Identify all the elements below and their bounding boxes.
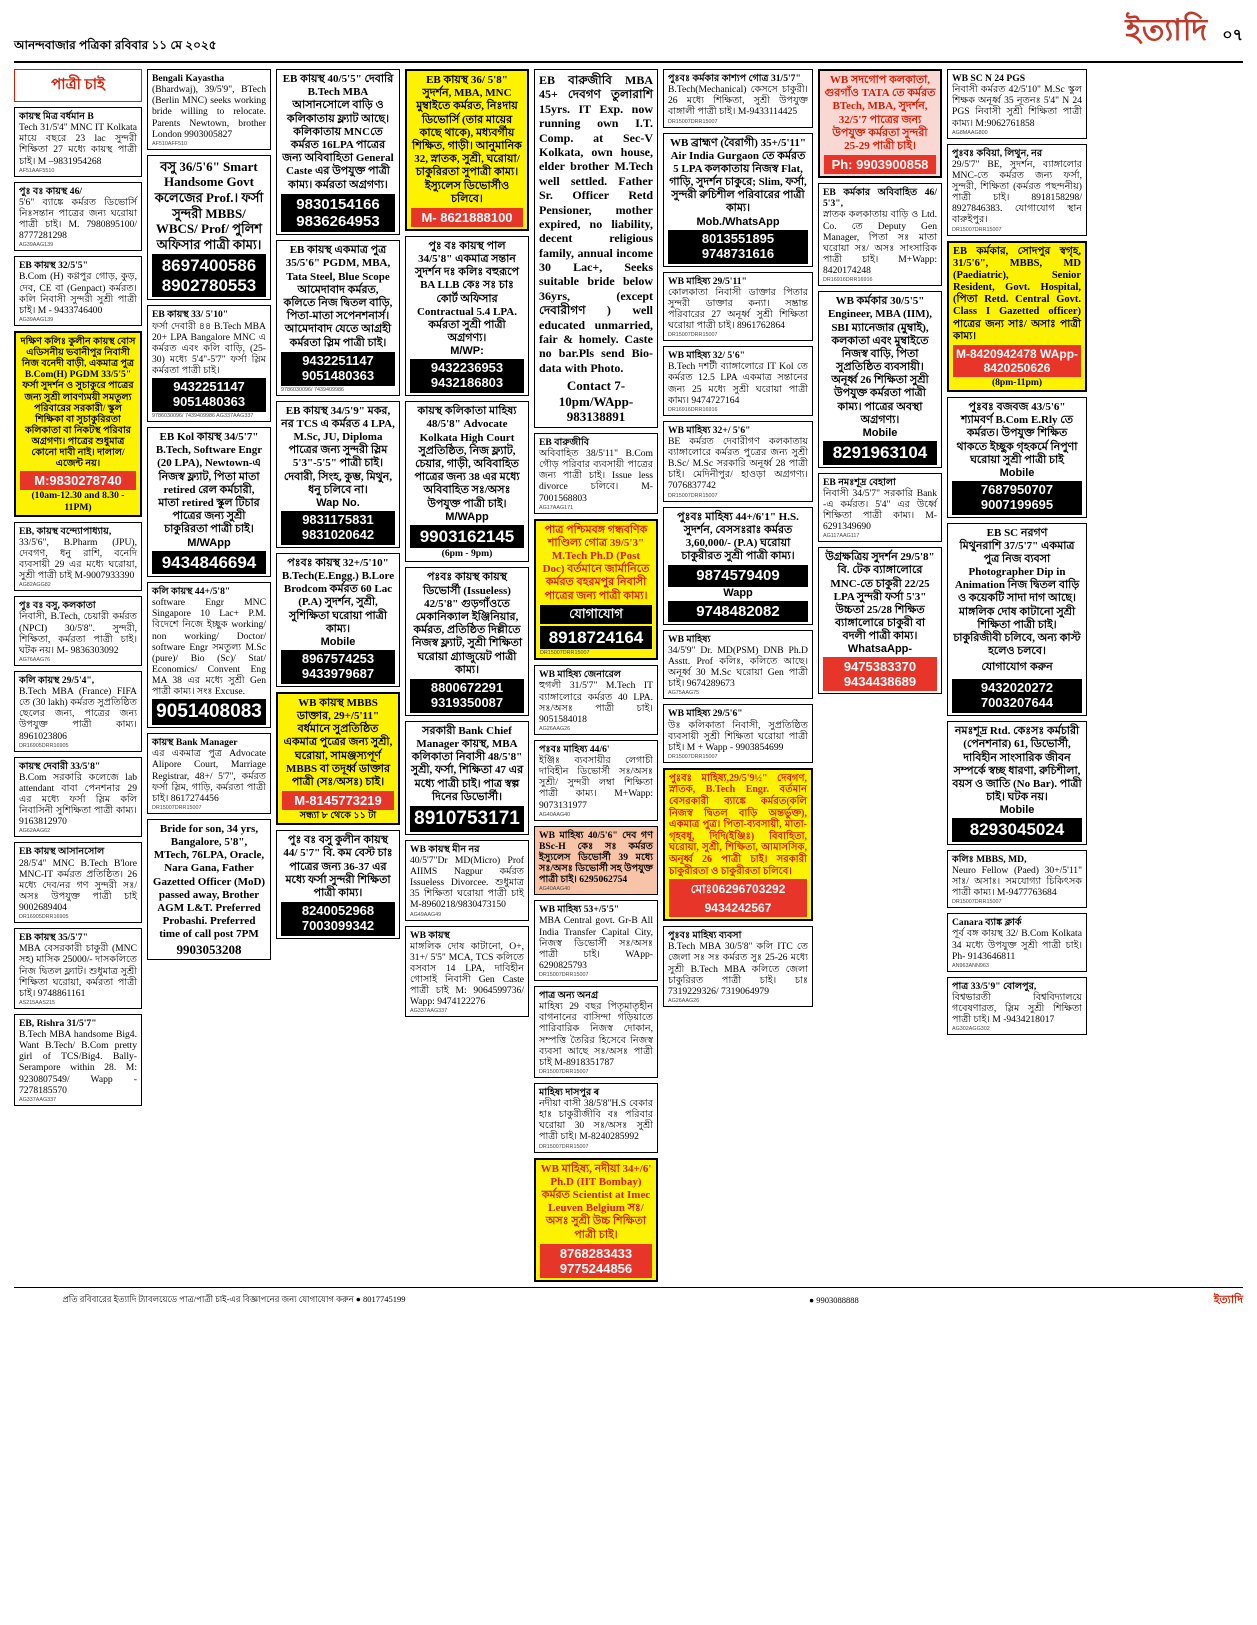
column-7 [818, 69, 942, 694]
ad-phone[interactable]: 8768283433 9775244856 [540, 1244, 652, 1278]
ad-body: B.Tech(Mechanical) কেসসে চাকুরী। 26 মধ্যে শিক্ষিতা, সুশ্রী উপযুক্ত বাঙ্গালী পাত্রী চাই। M-9433114425 [668, 84, 808, 118]
ad-code: AG337AAG337 [410, 1008, 448, 1015]
ad-phone-label: Mobile [999, 466, 1035, 479]
classified-ad-display [276, 69, 400, 235]
ad-body: পঃবঃ কায়স্থ 32+/5'10" B.Tech(E.Engg.) B.Lore Brodcom কর্মরত 60 Lac (P.A) সুদর্শন, সুশ্রী, সুশিক্ষিতা ঘরোয়া পাত্রী কাম্য। [281, 556, 395, 635]
classified-ad-highlight [14, 331, 142, 517]
masthead-date: আনন্দবাজার পত্রিকা রবিবার ১১ মে ২০২৫ [14, 38, 217, 52]
ad-phone[interactable]: M-8420942478 WApp-8420250626 [953, 345, 1081, 377]
classified-ad [534, 1083, 658, 1153]
ad-body: EB কর্মকার, সোদপুর স্বগৃহ, 31/5'6", MBBS, MD (Paediatric), Senior Resident, Govt. Hospital, (পিতা Retd. Central Govt. Class I Gazetted officer) পাত্রের জন্য সাঃ/ অসাঃ পাত্রী কাম্য। [953, 245, 1081, 342]
classified-ad [534, 986, 658, 1078]
ad-heading: পুঃবঃ কবিয়া, লিথুন, নর [952, 147, 1043, 159]
ad-heading: কায়স্থ মিত্র বর্ধমান B [19, 111, 94, 122]
ad-body: EB বারুজীবি MBA 45+ দেবগণ তুলারাশি 15yrs. IT Exp. now running own I.T. Comp. at Sec-V Kolkata, own house, elder brother M.Tech well settled. Father Sr. Officer Retd Pensioner, mother expired, no liability, decent religious family, annual income 30 Lac+, Seeks suitable bride below 36yrs, (except দেবারীগণ ) well educated unmarried, fair & homely. Caste no bar.Pls send Bio-data with Photo. [539, 73, 653, 375]
ad-phone[interactable]: 9874579409 [668, 565, 808, 586]
column-3 [276, 69, 400, 939]
column-8 [947, 69, 1087, 1035]
ad-heading: Canara ব্যাঙ্ক ক্লার্ক [952, 917, 1022, 929]
ad-body: উঃ কলিকাতা নিবাসী, সুপ্রতিষ্ঠিত ব্যবসায়ী সুশ্রী শিক্ষিতা ঘরোয়া পাত্রী চাই। M + Wapp - 9903854699 [668, 719, 808, 753]
ad-code: DR15007DRR15007 [952, 226, 1002, 233]
classified-ad [663, 704, 813, 763]
ad-heading: Bengali Kayastha [152, 73, 225, 84]
ad-heading: EB নমঃশূদ্র বেহালা [823, 476, 896, 488]
ad-code: DR16905DRR16905 [19, 914, 69, 921]
classified-ad-display [534, 69, 658, 428]
ad-body: WB কর্মকার 30/5'5" Engineer, MBA (IIM), SBI ম্যানেজার (মুম্বাই), কলকাতা এবং মুম্বাইতে নিজস্ব বাড়ি, পিতা সুপ্রতিষ্ঠিত ব্যবসায়ী। অনূর্ধ্ব 26 শিক্ষিতা সুশ্রী উপযুক্ত কর্মরতা পাত্রী কাম্য। পাত্রের অবস্থা অগ্রগণ্য। [827, 295, 933, 426]
ad-code: DR15007DRR15007 [952, 899, 1002, 906]
classified-ad-highlight [534, 826, 658, 896]
ad-body: B.Tech MBA 30/5'8" কলি ITC তে জেলা সঃ সঃ কর্মরত সুঃ 25-26 মধ্যে সুশ্রী B.Tech MBA কলিতে জেলা চাকুরিরত পাত্রী চাই। চাঃ 7319229326/ 7319064979 [668, 941, 808, 997]
classified-ad [947, 913, 1087, 972]
ad-body: পুঃবঃ বজবজ 43/5'6" শ্যামবর্ণ B.Com E.Rly তে কর্মরত। উপযুক্ত শিক্ষিত থাকতে ইচ্ছুক গৃহকর্মে নিপুণা ঘরোয়া সুশ্রী পাত্রী চাই [956, 401, 1078, 466]
classified-ad-display [276, 240, 400, 395]
classified-ad [947, 850, 1087, 909]
ad-phone-label: Mobile [999, 804, 1035, 817]
ad-heading: EB বারুজীবি [539, 436, 590, 448]
ad-code: DR15007DRR15007 [668, 332, 718, 339]
ad-phone[interactable]: 8697400586 8902780553 [152, 254, 266, 297]
classified-ad [663, 69, 813, 128]
ad-heading: EB কায়স্থ আসানসোল [19, 846, 105, 858]
classified-ad [14, 522, 142, 592]
ad-body: মাহিষ্য 29 বছর পিতৃমাতৃহীন বাগনানের বাসিন্দা গড়িয়াতে পারিবারিক নিজস্ব দোকান, সম্পত্তি তৈরির হিসেবে নিজস্ব ব্যবসা আছে সঃ/অসঃ পাত্রী চাই M-8918351787 [539, 1001, 653, 1068]
ad-phone[interactable]: 9051408083 [152, 699, 266, 725]
classified-ad [405, 840, 529, 921]
ad-body: B.Tech MBA handsome Big4. Want B.Tech/ B.Com pretty girl of TCS/Big4. Bally-Serampore within 28. M: 9230807549/ Wapp - 7278185570 [19, 1029, 137, 1096]
ad-contact-label: যোগাযোগ [540, 605, 652, 624]
ad-code: AS215AAS215 [19, 999, 55, 1006]
ad-phone[interactable]: 9432251147 9051480363 [152, 378, 266, 412]
classified-ad-highlight [947, 241, 1087, 393]
footer-center: ● 9903088888 [808, 1295, 859, 1306]
ad-heading: EB কায়স্থ 32/5'5" [19, 260, 88, 272]
column-6 [663, 69, 813, 1007]
ad-phone-note: (6pm - 9pm) [441, 548, 493, 560]
ad-code: DR15007DRR15007 [539, 1068, 589, 1075]
ad-phone[interactable]: 8967574253 9433979687 [281, 650, 395, 684]
ad-heading: WB মাহিষ্য 29/5'11" [668, 275, 747, 287]
classified-ad [947, 69, 1087, 139]
ad-code: AG49AAG49 [410, 911, 442, 918]
classified-ad-display [663, 133, 813, 267]
ad-body: এর একমাত্র পুত্র Advocate Alipore Court, Marriage Registrar, 48+/ 5'7", কর্মরত ফর্সা স্লিম, গাড়ি, কর্মরতা পাত্রী চাই। 8617274456 [152, 748, 266, 804]
ad-heading: কলি কায়স্থ 29/5'4", [19, 674, 95, 686]
ad-heading: EB, কায়স্থ বন্দ্যোপাধ্যায়, [19, 525, 112, 537]
ad-phone[interactable]: 9831175831 9831020642 [281, 511, 395, 545]
ad-body: EB কায়স্থ 40/5'5" দেবারি B.Tech MBA আসানসোলে বাড়ি ও কলিকাতায় ফ্ল্যাট আছে। কলিকাতায় MNCতে কর্মরত 16LPA পাত্রের জন্য অবিবাহিতা General Caste এর উপযুক্ত পাত্রী কাম্য। কর্মরতা অগ্রগণ্য। [282, 73, 394, 191]
ad-code: AG8MAAG800 [952, 129, 988, 136]
ad-body: নমঃশূদ্র Rtd. কেঃসঃ কর্মচারী (পেনশনার) 61, ডিভোর্সী, দাবিহীন সাংসারিক জীবন সম্পর্কে স্বচ্ছ ধারণা, রুচিশীলা, বয়স ও জাতি (No Bar). পাত্রী চাই। ঘটক নয়। [952, 725, 1082, 804]
ad-phone-label: M/WApp [187, 536, 231, 549]
ad-code: AG82AGG82 [19, 582, 51, 589]
column-1 [14, 69, 142, 1106]
masthead-brand: ইত্যাদি [1125, 14, 1209, 47]
ad-heading: পুঃবঃ কর্মকার কাশ্যপ গোত্র 31/5'7" [668, 73, 801, 84]
ad-heading: কলি কায়স্থ 44+/5'8" [152, 586, 231, 598]
ad-body: 33/5'6", B.Pharm (JPU), দেবগণ, ধনু রাশি, বনেদি ব্যবসায়ী 29 এর মধ্যে ঘরোয়া, সুশ্রী পাত্রী চাই M-9007933390 [19, 536, 137, 582]
ad-body: ইঞ্জিঃ ব্যবসায়ীর লেগাচী দাবিহীন ডিভোর্সী সঃ/অসঃ সুশ্রী/ সুন্দরী লম্বা শিক্ষিতা পাত্রী কাম্য। M+Wapp: 9073131977 [539, 755, 653, 811]
ad-code: DR16916DRR16916 [823, 277, 873, 284]
classified-ad [14, 842, 142, 923]
classified-ad-display [947, 721, 1087, 845]
ad-phone-label: Wap No. [316, 496, 360, 509]
ad-body: WB মাহিষ্য, নদীয়া 34+/6' Ph.D (IIT Bombay) কর্মরত Scientist at Imec Leuven Belgium সঃ/অসঃ সুশ্রী উচ্চ শিক্ষিতা পাত্রী চাই। [540, 1162, 652, 1241]
ad-heading: কায়স্থ দেবারী 33/5'8" [19, 760, 101, 772]
ad-heading: WB মাহিষ্য [668, 633, 711, 645]
ad-code: DR15007DRR15007 [668, 753, 718, 760]
ad-phone[interactable]: 9432020272 7003207644 [952, 679, 1082, 713]
ad-phone-label: Mob./WhatsApp [696, 215, 780, 228]
ad-phone[interactable]: M- 8621888100 [411, 208, 523, 227]
page-number: ০৭ [1222, 27, 1243, 44]
classified-ad [405, 926, 529, 1018]
classified-ad-display [405, 567, 529, 715]
ad-phone-note: সন্ধ্যা ৮ থেকে ১১ টা [299, 810, 377, 822]
ad-body: পূর্ব বঙ্গ কায়স্থ 32/ B.Com Kolkata 34 মধ্যে উপযুক্ত সুশ্রী পাত্রী চাই। Ph- 9143646811 [952, 928, 1082, 962]
ad-body: EB কায়স্থ 34/5'9" মকর, নর TCS এ কর্মরত 4 LPA, M.Sc, JU, Diploma পাত্রের জন্য সুন্দরী স্লিম 5'3"-5'5" পাত্রী চাই। দেবারী, সিংহ, কুম্ভ, মিথুন, ধনু চলিবে না। [281, 404, 395, 496]
column-4 [405, 69, 529, 1017]
ad-code: 9786030096/ 7439409986 AG337AAG337 [152, 413, 254, 420]
classified-ad-display [405, 721, 529, 835]
ad-body: EB কায়স্থ একমাত্র পুত্র 35/5'6" PGDM, MBA, Tata Steel, Blue Scope আমেদাবাদ কর্মরত, কলিতে নিজ দ্বিতল বাড়ি, পিতা-মাতা সপেনশনার্স। আমেদাবাদ যেতে আগ্রহী কর্মরতা স্লিম পাত্রী চাই। [283, 244, 393, 349]
ad-body: 34/5'9" Dr. MD(PSM) DNB Ph.D Asstt. Prof কলিঃ, কলিতে আছে। অনূর্ধ্ব 30 M.Sc ঘরোয়া Gen পাত্রী চাই। 9674289673 [668, 644, 808, 690]
classified-ad [147, 305, 271, 422]
ad-body: EB Kol কায়স্থ 34/5'7" B.Tech, Software Engr (20 LPA), Newtown-এ নিজস্ব ফ্ল্যাট, পিতা মাতা retired রেল কর্মচারী, মাতা retired স্কুল টিচার পাত্রের জন্য সুশ্রী চাকুরিরতা পাত্রী চাই। [155, 431, 263, 536]
classified-ad [947, 144, 1087, 236]
classified-ad [14, 256, 142, 326]
ad-code: DR16905DRR16905 [19, 742, 69, 749]
ad-heading: WB মাহিষ্য জেনারেল [539, 669, 622, 681]
ad-phone[interactable]: মোঃ06296703292 9434242567 [669, 879, 807, 917]
ad-code: DR15007DRR15007 [539, 1143, 589, 1150]
ad-code: DR15007DRR15007 [152, 804, 202, 811]
ad-heading: পাত্র অন্য অনগ্র [539, 990, 599, 1002]
ad-phone[interactable]: 8291963104 [823, 441, 937, 465]
column-5 [534, 69, 658, 1282]
ad-body: Bride for son, 34 yrs, Bangalore, 5'8", MTech, 76LPA, Oracle, Nara Gana, Father Gazetted Officer (MoD) passed away, Brother AGM L&T. Preferred Probashi. Preferred time of call post 7PM [152, 822, 266, 941]
ad-heading: পুঃ বঃ কায়স্থ 46/ [19, 185, 83, 197]
ad-code: AG26AAG26 [668, 997, 700, 1004]
classified-ad-display [147, 819, 271, 960]
classified-ad [663, 346, 813, 416]
ad-body: উগ্রক্ষত্রিয় সুদর্শন 29/5'8" বি. টেক ব্যাঙ্গালোরে MNC-তে চাকুরী 22/25 LPA সুন্দরী ফর্সা 5'3" উচ্চতা 25/28 শিক্ষিত ব্যাঙ্গালোরে চাকুরী বা বদলী পাত্রী কাম্য। [825, 551, 935, 643]
ad-heading: WB মাহিষ্য 32+/ 5'6" [668, 424, 751, 436]
ad-body: Tech 31/5'4" MNC IT Kolkata মায়ে বছরে 23 lac সুন্দরী শিক্ষিতা 27 মধ্যে কায়স্থ পাত্রী চাই। M –9831954268 [19, 122, 137, 167]
footer-note: প্রতি রবিবারের ইত্যাদি ট্যাবলয়েডে পাত্র/পাত্রী চাই-এর বিজ্ঞাপনের জন্য যোগাযোগ করুন ● 8017745199 [62, 1294, 406, 1305]
ad-body: B.Com সরকারি কলেজে lab attendant বাবা পেনশনার 29 এর মধ্যে ফর্সা স্লিম কলি নিবাসিনী সুশিক্ষিতা পাত্রী কাম্য। 9163812970 [19, 771, 137, 828]
ad-heading: WB মাহিষ্য 29/5'6" [668, 708, 743, 720]
ad-body: নিবাসী, B.Tech, চেয়ারী কর্মরত (NPCI) 30/5'8". সুন্দরী, শিক্ষিতা, কর্মরতা পাত্রী চাই। ঘটক নয়। M- 9836303092 [19, 611, 137, 656]
ad-heading: WB মাহিষ্য 32/ 5'6" [668, 350, 745, 362]
ad-body: নিবাসী কর্মরত 42/5'10" M.Sc স্কুল শিক্ষক অনূর্ধ্ব 35 নূতনঃ 5'4" N 24 PGS নিবাসী সুশ্রী শিক্ষিতা পাত্রী কাম্য। M:9062761858 [952, 84, 1082, 129]
ad-phone-label: Mobile [320, 635, 356, 648]
ad-body: 40/5'7"Dr MD(Micro) Prof AIIMS Nagpur কর্মরত Issueless Divorcee. শুধুমাত্র 35 শিক্ষিতা ঘরোয়া পাত্রী চাই M-8960218/9830473150 [410, 854, 524, 911]
ad-phone-label: Mobile [862, 427, 898, 439]
classified-ad-display [947, 523, 1087, 716]
ad-body: EB কায়স্থ 36/ 5'8" সুদর্শন, MBA, MNC মুম্বাইতে কর্মরত, নিঃদায় ডিভোর্সি (তার মায়ের কাছে থাকে), মধ্যবর্গীয় শিক্ষিত, গাড়ী। আনুমানিক 32, স্নাতক, সুশ্রী, ঘরোয়া/ চাকুরিরতা সুপাত্রী কাম্য। ইস্যুলেস ডিভোর্সীও চলিবে। [412, 74, 522, 205]
classified-ad [663, 272, 813, 342]
ad-phone[interactable]: 9830154166 9836264953 [281, 194, 395, 233]
ad-phone-2[interactable]: 9748482082 [668, 601, 808, 622]
classified-ad [534, 433, 658, 514]
ad-body: B.Tech দশটী ব্যাঙ্গালোরে IT Kol তে কর্মরত 12.5 LPA একমাত্র সন্তানের জন্য 25 মধ্যে সুশ্রী ঘরোয়া পাত্রী কাম্য। 9474727164 [668, 361, 808, 406]
ad-phone-label: M/WP: [450, 345, 484, 358]
ad-code: 9786030096/ 7439409986 [281, 386, 344, 393]
ad-body: WB মাহিষ্য 40/5'6" দেব গণ BSc-H কেঃ সঃ কর্মরত ইস্যুলেস ডিভোর্সী 39 মধ্যে সঃ/অসঃ ডিভোর্সী সহ উপযুক্ত পাত্রী চাই। 6295062754 [539, 829, 653, 886]
ad-code: AG117AAG117 [823, 533, 860, 540]
ad-body: 28/5'4" MNC B.Tech B'lore MNC-IT কর্মরত প্রতিষ্ঠিত। 26 মধ্যে দেব/নর গণ সুন্দরী সঃ/অসঃ উপযুক্ত পাত্রী চাই 9002689404 [19, 857, 137, 913]
ad-code: AG40AAG40 [539, 886, 571, 893]
ad-body: স্নাতক কলকাতায় বাড়ি ও Ltd. Co. তে Deputy Gen Manager, পিতা সঃ মাতা ঘরোয়া সঃ/ অসঃ সাংসারিক পাত্রী চাই। M+Wapp: 8420174248 [823, 209, 937, 276]
ad-contact[interactable]: Contact 7-10pm/WApp-983138891 [558, 378, 634, 425]
classified-ad [14, 1014, 142, 1106]
ad-code: AG75AAG75 [668, 690, 700, 697]
classified-ad-display [276, 401, 400, 548]
masthead [14, 6, 1243, 63]
ad-body: পুঃ বঃ বসু কুলীন কায়স্থ 44/ 5'7" বি. কম বেস্ট চাঃ পাত্রের জন্য 36-37 এর মধ্যে ফর্সা সুন্দরী শিক্ষিতা পাত্রী কাম্য। [283, 834, 393, 899]
ad-phone[interactable]: 8240052968 7003099342 [281, 902, 395, 936]
ad-body: Neuro Fellow (Paed) 30+/5'11" সাঃ/ অসাঃ। সমযোগ্যা চিকিৎসক পাত্রী কাম্য। M-9477763684 [952, 864, 1082, 899]
ad-code: DR15007DRR15007 [668, 492, 718, 499]
ad-body: মাঙ্গলিক দোষ কাটানো, O+, 31+/ 5'5" MCA, TCS কলিতে বসবাস 14 LPA, দাবিহীন গোসাই নিবাসী Gen Caste পাত্রী চাই M: 9064599736/ Wapp: 9474122276 [410, 940, 524, 1008]
classified-ad [14, 757, 142, 838]
classified-ad [14, 107, 142, 177]
classified-ad-display [276, 830, 400, 939]
ad-body: কোলকাতা নিবাসী ডাক্তার পিতার সুন্দরী ডাক্তার কন্যা। সম্ভ্রান্ত পরিবারের 27 অনূর্ধ্ব সুশ্রী শিক্ষিতা ঘরোয়া পাত্রী চাই। 8961762864 [668, 286, 808, 331]
ad-phone[interactable]: 9432236953 9432186803 [410, 359, 524, 393]
ad-body: সরকারী Bank Chief Manager কায়স্থ, MBA কলিকাতা নিবাসী 48/5'8" সুশ্রী, ফর্সা, শিক্ষিতা 47 এর মধ্যে পাত্রী চাই। পাত্র স্বল্প দিনের ডিভোর্সী। [410, 724, 524, 803]
classified-ad-highlight [534, 519, 658, 661]
ad-phone[interactable]: 8910753171 [410, 806, 524, 832]
ad-phone[interactable]: 9475383370 9434438689 [823, 657, 937, 691]
classified-ad-display [276, 553, 400, 687]
ad-heading: মাহিষ্য দাসপুর ৰ [539, 1086, 600, 1098]
classified-ad [818, 473, 942, 543]
ad-code: AG26AAG26 [539, 725, 571, 732]
classified-ad-highlight [405, 69, 529, 231]
classified-ad-highlight [534, 1158, 658, 1282]
classified-columns [14, 69, 1243, 1282]
ad-heading: পঃবঃ মাহিষ্য 44/6' [539, 743, 610, 755]
ad-body: পুঃ বঃ কায়স্থ পাল 34/5'8" একমাত্র সন্তান সুদর্শন দঃ কলিঃ বহুরূপে BA LLB কেঃ সঃ চাঃ কোর্ট অফিসার Contractual 5.4 LPA. কর্মরতা সুশ্রী পাত্রী অগ্রগণ্য। [415, 239, 519, 345]
ad-code: AF510AFF510 [152, 140, 188, 147]
ad-phone[interactable]: 8013551895 9748731616 [668, 230, 808, 264]
ad-phone[interactable]: 9434846694 [152, 551, 266, 575]
ad-code: DR15007DRR15007 [540, 650, 590, 657]
ad-code: AG39AAG139 [19, 242, 54, 249]
classified-ad-display [947, 397, 1087, 518]
classified-ad [534, 665, 658, 735]
ad-body: পুঃবঃ মাহিষ্য 44+/6'1" H.S. সুদর্শন, বেসসঃরাঃ কর্মরত 3,60,000/- (P.A) ঘরোয়া চাকুরীরত সুশ্রী পাত্রী কাম্য। [677, 510, 799, 563]
classified-ad [534, 900, 658, 981]
ad-heading: EB, Rishra 31/5'7" [19, 1017, 97, 1029]
ad-code: DR16916DRR16916 [668, 406, 718, 413]
ad-phone[interactable]: 9432251147 9051480363 [281, 352, 395, 386]
ad-body: হুগলী 31/5'7" M.Tech IT ব্যাঙ্গালোরে কর্মরত 40 LPA. সঃ/অসঃ পাত্রী চাই। 9051584018 [539, 680, 653, 725]
ad-code: AN963ANN963 [952, 962, 989, 969]
ad-body: পাত্র পশ্চিমবঙ্গ গন্ধবণিক শাণ্ডিল্য গোত্র 39/5'3" M.Tech Ph.D (Post Doc) বর্তমানে জার্মানিতে কর্মরত বহরমপুর নিবাসী পাত্রের জন্য পাত্রী কাম্য। [542, 523, 650, 602]
ad-code: AG40AAG40 [539, 811, 571, 818]
ad-heading: পুঃ বঃ বসু, কলকাতা [19, 600, 96, 612]
ad-phone[interactable]: 8293045024 [952, 818, 1082, 842]
classified-ad [14, 596, 142, 666]
ad-phone[interactable]: Ph: 9903900858 [824, 155, 936, 174]
ad-heading: WB কায়স্থ মীন নর [410, 843, 480, 855]
ad-body: পুঃবঃ মাহিষ্য,29/5'9½" দেবগণ, স্নাতক, B.Tech Engr. বর্তমান বেসরকারী ব্যাঙ্কে কর্মরত(কলি নিজস্ব দ্বিতল বাড়ি অন্তর্ভুক্ত), একমাত্র পুত্র। পিতা-ব্যবসায়ী, মাতা-গৃহবধূ, দিদি(ইঞ্জিঃ) বিবাহিতা, ঘরোয়া, সুশ্রী, শিক্ষিতা, আমাসসিক, অনূর্ধ্ব 26 পাত্রী চাই। সরকারী চাকুরীরতা ও চাকুরীরতা চলিবে। [669, 772, 807, 877]
classified-ad-highlight [276, 692, 400, 825]
ad-phone[interactable]: 8800672291 9319350087 [410, 679, 524, 713]
ad-code: AG76AAG76 [19, 656, 51, 663]
ad-heading: WB কায়স্থ [410, 929, 450, 941]
ad-code: AF51AAF5510 [19, 167, 55, 174]
ad-phone-note: (8pm-11pm) [991, 376, 1043, 388]
page-footer [14, 1287, 1243, 1310]
classified-ad-display [405, 401, 529, 562]
ad-phone[interactable]: 9903053208 [176, 941, 242, 957]
ad-heading: পুঃবঃ মাহিষ্য ব্যবসা [668, 930, 742, 942]
ad-body: নিবাসী 34/5'7" সরকারি Bank -এ কর্মরত। 5'4" এর উর্ধ্বে শিক্ষিতা পাত্রী কাম্য। M- 6291349690 [823, 487, 937, 533]
ad-heading: WB SC N 24 PGS [952, 73, 1026, 84]
classified-ad-display [818, 291, 942, 467]
classified-ad [947, 977, 1087, 1036]
ad-contact-label: যোগাযোগ করুন [981, 661, 1053, 674]
classified-ad-display [405, 236, 529, 396]
ad-heading: EB কায়স্থ 35/5'7" [19, 932, 88, 944]
classified-ad-display [663, 507, 813, 625]
ad-body: 5'6" ব্যাঙ্কে কর্মরত ডিভোর্সি নিঃসন্তান পাত্রের জন্য ঘরোয়া পাত্রী চাই। M. 7980895100/ 8777281298 [19, 196, 137, 242]
classified-ad [663, 421, 813, 502]
ad-code: AG39AAG139 [19, 316, 54, 323]
ad-body: বিশ্বভারতী বিশ্ববিদ্যালয়ে গবেষণারত, স্লিম সুশ্রী শিক্ষিতা পাত্রী চাই। M -9434218017 [952, 991, 1082, 1026]
classified-ad [14, 928, 142, 1009]
footer-brand: ইত্যাদি [1213, 1293, 1243, 1306]
classified-ad-display [818, 547, 942, 694]
column-2 [147, 69, 271, 960]
classified-ad [818, 183, 942, 286]
ad-phone-label: M/WApp [445, 510, 489, 523]
ad-body: মিথুনরাশি 37/5'7" একমাত্র পুত্র নিজ ব্যবসা Photographer Dip in Animation নিজ দ্বিতল বাড়ি ও কয়েকটি সাদা দাগ আছে। মাঙ্গলিক দোষ কাটানো সুশ্রী শিক্ষিতা পাত্রী চাই। চাকুরিজীবী চলিবে, অন্য কাস্ট হলেও চলবে। [953, 539, 1081, 658]
classified-ad [147, 69, 271, 150]
ad-body: বসু 36/5'6" Smart Handsome Govt কলেজের Prof.। ফর্সা সুন্দরী MBBS/ WBCS/ Prof/ পুলিশ অফিসার পাত্রী কাম্য। [154, 158, 264, 252]
ad-code: AG337AAG337 [19, 1096, 57, 1103]
ad-body: MBA Central govt. Gr-B All India Transfer Capital City, নিজস্ব ডিভোর্সী সঃ/অসঃ পাত্রী চাই। WApp-6290825793 [539, 915, 653, 971]
ad-heading: EB কর্মকার অবিবাহিত 46/ 5'3", [823, 187, 937, 210]
ad-heading: EB কায়স্থ 33/ 5'10" [152, 309, 229, 321]
ad-body: কায়স্থ কলিকাতা মাহিষ্য 48/5'8" Advocate Kolkata High Court সুপ্রতিষ্ঠিত, নিজ ফ্ল্যাট, চেয়ার, গাড়ী, অবিবাহিত পাত্রের জন্য 38 এর মধ্যে অবিবাহিত সঃ/অসঃ উপযুক্ত পাত্রী চাই। [414, 405, 520, 510]
ad-code: AG62AAG62 [19, 828, 51, 835]
ad-code: AG17AAG171 [539, 504, 574, 511]
classified-ad-highlight [663, 768, 813, 921]
ad-heading: কায়স্থ Bank Manager [152, 737, 238, 749]
classified-ad-highlight [818, 69, 942, 178]
ad-body: (Bhardwaj), 39/5'9", BTech (Berlin MNC) seeks working bride willing to relocate. Parents Newtown, brother London 9903005827 [152, 84, 266, 140]
classified-ad [147, 733, 271, 814]
ad-body: ফর্সা দেবারী ৪৪ B.Tech MBA 20+ LPA Bangalore MNC এ কর্মরত এবং কলি বাড়ি, (25-30) মধ্যে 5'4"-5'7" ফর্সা স্লিম কর্মরতা পাত্রী চাই। [152, 320, 266, 377]
ad-body: MBA বেসরকারী চাকুরী (MNC সহ) মাসিক 25000/- দাসকলিতে নিজ দ্বিতল ফ্ল্যাট। শুধুমাত্র সুশ্রী শিক্ষিতা ঘরোয়া, কর্মরতা পাত্রী চাই। 9748861161 [19, 943, 137, 999]
section-title: পাত্রী চাই [14, 69, 142, 102]
ad-body: WB সদগোপ কলকাতা, গুরগাঁও TATA তে কর্মরত BTech, MBA, সুদর্শন, 32/5'7 পাত্রের জন্য উপযুক্ত কর্মরতা সুন্দরী 25-29 পাত্রী চাই। [824, 74, 936, 152]
ad-code: DR15007DRR15007 [539, 972, 589, 979]
classified-ad [14, 182, 142, 252]
ad-body: WB কায়স্থ MBBS ডাক্তার, 29+/5'11" বর্ধমানে সুপ্রতিষ্ঠিত একমাত্র পুত্রের জন্য সুশ্রী, ঘরোয়া, সামঞ্জস্যপূর্ণ MBBS বা তদূর্ধ্ব ডাক্তার পাত্রী (সঃ/অসঃ) চাই। [283, 696, 393, 788]
ad-body: B.Com (H) কণ্ণপুর গোড়, কুড়, দেব, CE বা (Genpact) কর্মরত। কলি নিবাসী সুন্দরী সুশ্রী পাত্রী চাই। M - 9433746400 [19, 271, 137, 316]
classified-ad-display [147, 155, 271, 301]
ad-heading: EB SC নরগণ [986, 526, 1048, 539]
ad-body: পঃবঃ কায়স্থ কায়স্থ ডিভোর্সী (Issueless) 42/5'8" গুড়গাঁওতে মেকানিক্যাল ইঞ্জিনিয়ার, কর্মরত, প্রতিষ্ঠিত দিল্লীতে নিজস্ব ফ্ল্যাট, সুশ্রী শিক্ষিতা ঘরোয়া গ্র্যাজুয়েট পাত্রী কাম্য। [411, 571, 523, 676]
ad-phone-label-2: Wapp [723, 586, 753, 599]
ad-body: software Engr MNC Singapore 10 Lac+ P.M. বিদেশে নিজে ইচ্ছুক working/ non working/ Doctor/ software Engr সমতুল্য M.Sc (pure)/ Bio (Sc)/ Stat/ Economics/ Convent Eng MA 38 এর মধ্যে সুশ্রী Gen পাত্রী কাম্য। সংঃ Excuse. [152, 597, 266, 698]
classified-ad [147, 582, 271, 728]
ad-phone-label: WhatsaApp- [847, 643, 913, 656]
ad-body: অবিবাহিত 38/5'11" B.Com গৌড় পরিবার ব্যবসায়ী পাত্রের জন্য পাত্রী চাই। Issue less divorce চলিবে। M-7001568803 [539, 448, 653, 504]
classified-ad [534, 740, 658, 821]
ad-phone[interactable]: 8918724164 [540, 626, 652, 650]
ad-body: নদীয়া বাসী 38/5'8"H.S বেকার হাঃ চাকুরীজীবি বঃ পরিবার ঘরোয়া 30 সঃ/অসঃ সুশ্রী পাত্রী চাই। M-8240285992 [539, 1098, 653, 1143]
ad-body: WB ব্রাহ্মণ (বৈরাগী) 35+/5'11" Air India Gurgaon তে কর্মরত 5 LPA কলকাতায় নিজস্ব Flat, গাড়ি, সুদর্শন চাকুরে; Slim, ফর্সা, সুন্দরী রুচিশীল পরিবারের পাত্রী কাম্য। [669, 136, 807, 215]
ad-heading: পাত্র 33/5'9" বোলপুর, [952, 980, 1037, 992]
ad-body: BE কর্মরত দেবারীগণ কলকাতায় ব্যাঙ্গালোরে কর্মরত পুত্রের জন্য সুশ্রী B.Sc/ M.Sc সরকারি অনূর্ধ্ব 28 পাত্রী চাই। মেদিনীপুর/ হাওড়া অগ্রগণ্য। 7076837742 [668, 435, 808, 492]
ad-body: দক্ষিণ কলিঃ কুলীন কায়স্থ বোস এডিসনীয় ভবানীপুর নিবাসী নিজ বনেদী বাড়ী, একমাত্র পুত্র B.Com(H) PGDM 33/5'5" ফর্সা সুদর্শন ও সুচাকুরে পাত্রের জন্য সুশ্রী লাবণ্যময়ী সমতুল্য পরিবারের সরকারী/ স্কুল শিক্ষিকা বা সুচাকুরিরতা কলিকাতা বা নিকটস্থ পরিবার অগ্রগণ্য। পাত্রের শুধুমাত্র কোনো দাবী নাই। দালাল/এজেন্ট নয়। [20, 335, 136, 470]
ad-body: B.Tech MBA (France) FIFA তে (30 lakh) কর্মরত সুপ্রতিষ্ঠিত ছেলের জন্য, পাত্রের জন্য উপযুক্ত পাত্রী কাম্য। 8961023806 [19, 686, 137, 742]
classified-ad [663, 926, 813, 1007]
ad-code: DR15007DRR15007 [668, 118, 718, 125]
classified-ad [663, 630, 813, 700]
ad-phone[interactable]: 7687950707 9007199695 [952, 481, 1082, 515]
ad-code: AG302AGG302 [952, 1026, 990, 1033]
ad-phone[interactable]: M-8145773219 [282, 791, 394, 810]
ad-phone-note: (10am-12.30 and 8.30 - 11PM) [31, 490, 125, 513]
ad-heading: কলিঃ MBBS, MD, [952, 853, 1027, 865]
classified-ad-display [147, 427, 271, 577]
ad-heading: WB মাহিষ্য 53+/5'5" [539, 904, 620, 916]
ad-phone[interactable]: M:9830278740 [20, 471, 136, 490]
ad-phone[interactable]: 9903162145 [410, 525, 524, 549]
ad-body: 29/5'7" BE, সুদর্শন, ব্যাঙ্গালোর MNC-তে কর্মরত জন্য ফর্সা, সুন্দরী, শিক্ষিতা (কর্মরত পছন্দনীয়) পাত্রী চাই। 8918158298/ 8927846383. যোগাযোগ স্থান বারুইপুর। [952, 158, 1082, 226]
classified-ad [14, 671, 142, 752]
